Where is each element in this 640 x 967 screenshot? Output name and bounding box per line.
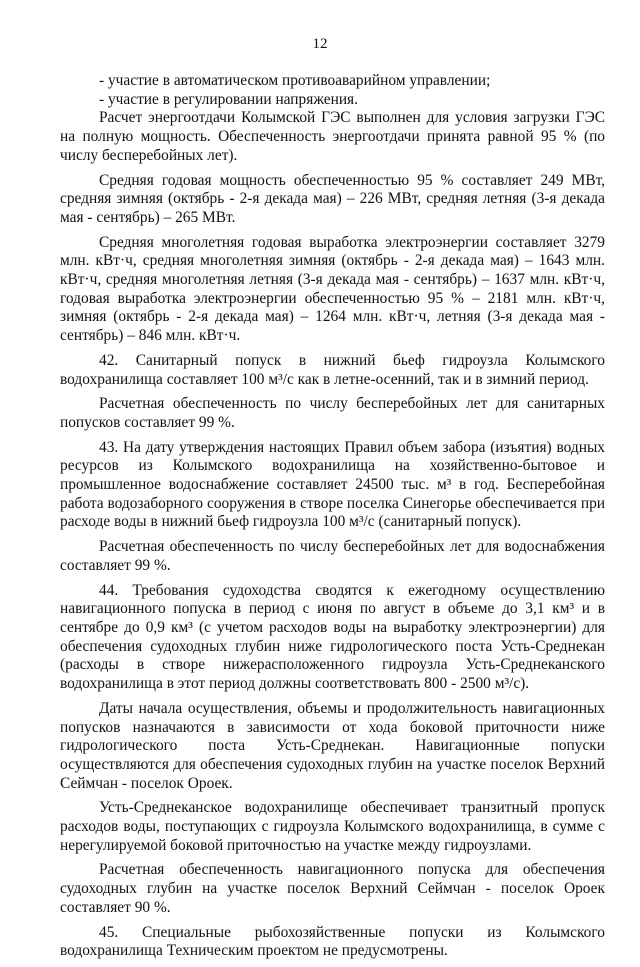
paragraph-navigation-dates: Даты начала осуществления, объемы и продолжительность навигационных попусков назначаются в зависимости от хода боковой приточности ниже гидрологического поста Усть-Среднекан. Навигационные попуски осуществляются для обеспечения судоходных глубин на участке поселок Верхний Сеймчан - поселок Ороек. — [60, 699, 605, 792]
paragraph-annual-generation: Средняя многолетняя годовая выработка электроэнергии составляет 3279 млн. кВт·ч, средняя многолетняя зимняя (октябрь - 2-я декада мая) – 1643 млн. кВт·ч, средняя многолетняя летняя (3-я декада мая - сентябрь) – 1637 млн. кВт·ч, годовая выработка электроэнергии обеспеченностью 95 % – 2181 млн. кВт·ч, зимняя (октябрь - 2-я декада мая) – 1264 млн. кВт·ч, летняя (3-я декада мая - сентябрь) – 846 млн. кВт·ч. — [60, 233, 605, 345]
paragraph-average-power: Средняя годовая мощность обеспеченностью 95 % составляет 249 МВт, средняя зимняя (октябрь - 2-я декада мая) – 226 МВт, средняя летняя (3-я декада мая - сентябрь) – 265 МВт. — [60, 171, 605, 226]
paragraph-44-navigation: 44. Требования судоходства сводятся к ежегодному осуществлению навигационного попуска в период с июня по август в объеме до 3,1 км³ и в сентябре до 0,9 км³ (с учетом расходов воды на выработку электроэнергии) для обеспечения судоходных глубин ниже гидрологического поста Усть-Среднекан (расходы в створе нижерасположенного гидроузла Усть-Среднеканского водохранилища в этот период должны соответствовать 800 - 2500 м³/с). — [60, 581, 605, 693]
paragraph-45-fishery-release: 45. Специальные рыбохозяйственные попуски из Колымского водохранилища Техническим проектом не предусмотрены. — [60, 923, 605, 960]
paragraph-sanitary-reliability: Расчетная обеспеченность по числу бесперебойных лет для санитарных попусков составляет 99 %. — [60, 395, 605, 431]
paragraph-water-supply-reliability: Расчетная обеспеченность по числу бесперебойных лет для водоснабжения составляет 99 %. — [60, 538, 605, 574]
paragraph-ust-srednekan-reservoir: Усть-Среднеканское водохранилище обеспечивает транзитный пропуск расходов воды, поступающих с гидроузла Колымского водохранилища, в сумме с нерегулируемой боковой приточностью на участке между гидроузлами. — [60, 799, 605, 854]
document-body — [60, 72, 605, 967]
page-number: 12 — [312, 36, 328, 52]
paragraph-energy-output: Расчет энергоотдачи Колымской ГЭС выполнен для условия загрузки ГЭС на полную мощность. Обеспеченность энергоотдачи принята равной 95 % (по числу бесперебойных лет). — [60, 109, 605, 164]
paragraph-navigation-reliability: Расчетная обеспеченность навигационного попуска для обеспечения судоходных глубин на участке поселок Верхний Сеймчан - поселок Ороек составляет 90 %. — [60, 861, 605, 916]
paragraph-43-water-supply: 43. На дату утверждения настоящих Правил объем забора (изъятия) водных ресурсов из Колымского водохранилища на хозяйственно-бытовое и промышленное водоснабжение составляет 24500 тыс. м³ в год. Бесперебойная работа водозаборного сооружения в створе поселка Синегорье обеспечивается при расходе воды в нижний бьеф гидроузла 100 м³/с (санитарный попуск). — [60, 438, 605, 531]
list-item-emergency-control: - участие в автоматическом противоаварийном управлении; — [99, 72, 491, 89]
list-item-voltage-regulation: - участие в регулировании напряжения. — [99, 90, 358, 108]
paragraph-42-sanitary-release: 42. Санитарный попуск в нижний бьеф гидроузла Колымского водохранилища составляет 100 м³/с как в летне-осенний, так и в зимний период. — [60, 351, 605, 388]
